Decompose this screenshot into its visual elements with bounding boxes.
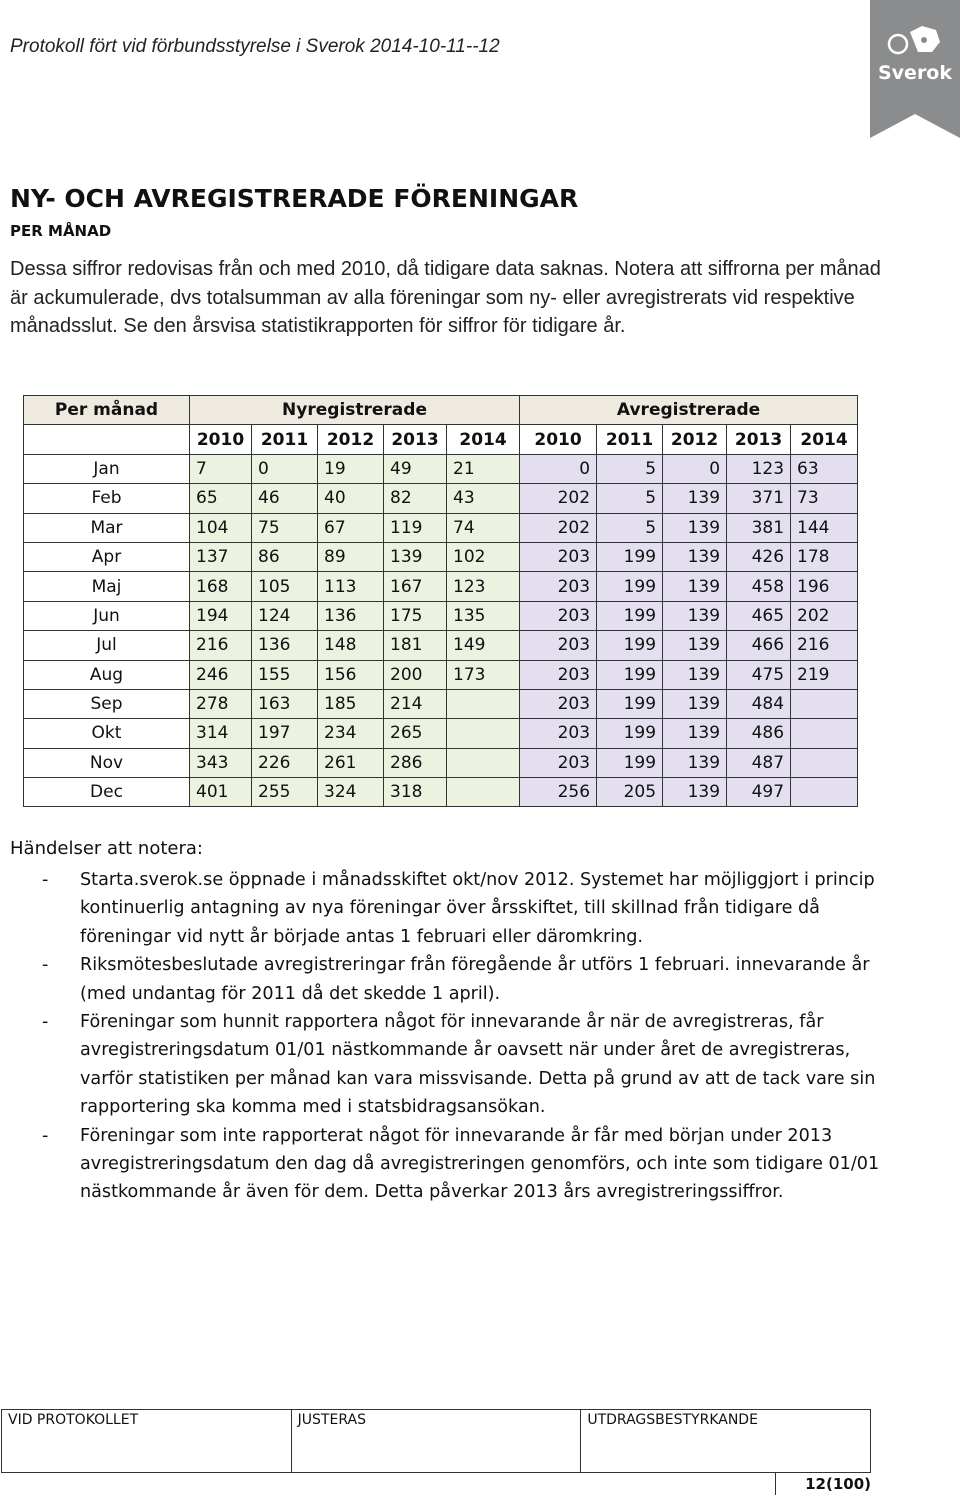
avregistrerade-cell: 73 <box>791 484 858 513</box>
nyregistrerade-cell: 318 <box>384 778 447 807</box>
nyregistrerade-cell: 168 <box>190 572 252 601</box>
header-empty-cell <box>24 425 190 454</box>
nyregistrerade-cell: 49 <box>384 454 447 483</box>
list-item <box>10 1008 880 1122</box>
avregistrerade-cell: 139 <box>663 660 727 689</box>
avregistrerade-cell: 203 <box>520 719 597 748</box>
nyregistrerade-cell: 324 <box>318 778 384 807</box>
table-row <box>24 542 858 571</box>
header-nyregistrerade: Nyregistrerade <box>190 396 520 425</box>
nyregistrerade-cell: 226 <box>252 748 318 777</box>
avregistrerade-cell: 5 <box>597 513 663 542</box>
avregistrerade-cell: 202 <box>520 484 597 513</box>
avregistrerade-cell: 139 <box>663 689 727 718</box>
table-row <box>24 719 858 748</box>
section-title: NY- OCH AVREGISTRERADE FÖRENINGAR <box>10 184 579 213</box>
list-dash: - <box>42 955 49 976</box>
avregistrerade-cell: 178 <box>791 542 858 571</box>
year-header: 2011 <box>252 425 318 454</box>
nyregistrerade-cell <box>447 689 520 718</box>
avregistrerade-cell: 144 <box>791 513 858 542</box>
avregistrerade-cell: 139 <box>663 572 727 601</box>
avregistrerade-cell <box>791 748 858 777</box>
nyregistrerade-cell: 343 <box>190 748 252 777</box>
avregistrerade-cell: 139 <box>663 601 727 630</box>
nyregistrerade-cell: 123 <box>447 572 520 601</box>
nyregistrerade-cell: 21 <box>447 454 520 483</box>
avregistrerade-cell: 0 <box>520 454 597 483</box>
avregistrerade-cell: 199 <box>597 660 663 689</box>
avregistrerade-cell: 216 <box>791 631 858 660</box>
month-label: Nov <box>24 748 190 777</box>
sverok-logo <box>870 0 960 138</box>
year-header: 2013 <box>727 425 791 454</box>
footer-justeras: JUSTERAS <box>292 1410 582 1472</box>
table-row <box>24 748 858 777</box>
nyregistrerade-cell: 136 <box>318 601 384 630</box>
list-item <box>10 866 880 951</box>
nyregistrerade-cell: 185 <box>318 689 384 718</box>
avregistrerade-cell: 199 <box>597 689 663 718</box>
nyregistrerade-cell: 74 <box>447 513 520 542</box>
event-text: Föreningar som hunnit rapportera något för innevarande år när de avregistreras, får avregistreringsdatum 01/01 nästkommande år oavsett när under året de avregistreras, varför statistiken per månad kan vara missvisande. Detta på grund av att de tack vare sin rapportering ska komma med i statsbidragsansökan. <box>80 1012 876 1118</box>
nyregistrerade-cell: 136 <box>252 631 318 660</box>
nyregistrerade-cell: 0 <box>252 454 318 483</box>
avregistrerade-cell: 139 <box>663 484 727 513</box>
nyregistrerade-cell: 401 <box>190 778 252 807</box>
avregistrerade-cell: 203 <box>520 601 597 630</box>
nyregistrerade-cell: 155 <box>252 660 318 689</box>
year-header: 2010 <box>190 425 252 454</box>
avregistrerade-cell: 484 <box>727 689 791 718</box>
nyregistrerade-cell: 175 <box>384 601 447 630</box>
avregistrerade-cell: 5 <box>597 454 663 483</box>
nyregistrerade-cell: 105 <box>252 572 318 601</box>
avregistrerade-cell: 203 <box>520 660 597 689</box>
month-label: Sep <box>24 689 190 718</box>
avregistrerade-cell: 196 <box>791 572 858 601</box>
header-avregistrerade: Avregistrerade <box>520 396 858 425</box>
nyregistrerade-cell: 67 <box>318 513 384 542</box>
avregistrerade-cell: 199 <box>597 542 663 571</box>
table-body <box>24 454 858 807</box>
table-row <box>24 631 858 660</box>
events-list <box>10 866 880 1207</box>
nyregistrerade-cell: 124 <box>252 601 318 630</box>
list-dash: - <box>42 1012 49 1033</box>
avregistrerade-cell: 199 <box>597 631 663 660</box>
avregistrerade-cell: 139 <box>663 513 727 542</box>
avregistrerade-cell: 199 <box>597 601 663 630</box>
nyregistrerade-cell: 46 <box>252 484 318 513</box>
month-label: Dec <box>24 778 190 807</box>
registrations-table <box>23 395 858 807</box>
year-header: 2011 <box>597 425 663 454</box>
avregistrerade-cell: 203 <box>520 542 597 571</box>
avregistrerade-cell: 139 <box>663 542 727 571</box>
avregistrerade-cell: 199 <box>597 572 663 601</box>
table-group-header-row <box>24 396 858 425</box>
nyregistrerade-cell: 40 <box>318 484 384 513</box>
nyregistrerade-cell <box>447 719 520 748</box>
nyregistrerade-cell: 246 <box>190 660 252 689</box>
avregistrerade-cell: 381 <box>727 513 791 542</box>
nyregistrerade-cell: 234 <box>318 719 384 748</box>
avregistrerade-cell: 139 <box>663 719 727 748</box>
month-label: Maj <box>24 572 190 601</box>
nyregistrerade-cell: 286 <box>384 748 447 777</box>
avregistrerade-cell: 139 <box>663 631 727 660</box>
footer-utdragsbestyrkande: UTDRAGSBESTYRKANDE <box>587 1412 758 1428</box>
avregistrerade-cell <box>791 689 858 718</box>
avregistrerade-cell: 487 <box>727 748 791 777</box>
nyregistrerade-cell: 135 <box>447 601 520 630</box>
nyregistrerade-cell: 278 <box>190 689 252 718</box>
nyregistrerade-cell: 149 <box>447 631 520 660</box>
nyregistrerade-cell <box>447 778 520 807</box>
year-header: 2014 <box>791 425 858 454</box>
nyregistrerade-cell: 214 <box>384 689 447 718</box>
table-row <box>24 601 858 630</box>
year-header: 2014 <box>447 425 520 454</box>
list-dash: - <box>42 870 49 890</box>
section-subtitle: PER MÅNAD <box>10 222 112 240</box>
nyregistrerade-cell: 75 <box>252 513 318 542</box>
nyregistrerade-cell: 89 <box>318 542 384 571</box>
avregistrerade-cell <box>791 778 858 807</box>
nyregistrerade-cell: 65 <box>190 484 252 513</box>
table-row <box>24 572 858 601</box>
year-header: 2010 <box>520 425 597 454</box>
avregistrerade-cell: 475 <box>727 660 791 689</box>
nyregistrerade-cell: 261 <box>318 748 384 777</box>
nyregistrerade-cell: 265 <box>384 719 447 748</box>
avregistrerade-cell: 497 <box>727 778 791 807</box>
avregistrerade-cell: 486 <box>727 719 791 748</box>
logo-text: Sverok <box>877 62 952 84</box>
nyregistrerade-cell: 163 <box>252 689 318 718</box>
avregistrerade-cell: 199 <box>597 748 663 777</box>
year-header: 2012 <box>318 425 384 454</box>
nyregistrerade-cell: 181 <box>384 631 447 660</box>
nyregistrerade-cell <box>447 748 520 777</box>
nyregistrerade-cell: 197 <box>252 719 318 748</box>
list-item <box>10 1122 880 1207</box>
nyregistrerade-cell: 82 <box>384 484 447 513</box>
month-label: Aug <box>24 660 190 689</box>
avregistrerade-cell: 202 <box>791 601 858 630</box>
table-row <box>24 660 858 689</box>
table-row <box>24 513 858 542</box>
nyregistrerade-cell: 113 <box>318 572 384 601</box>
intro-paragraph: Dessa siffror redovisas från och med 2010, då tidigare data saknas. Notera att siffrorna per månad är ackumulerade, dvs totalsumman av alla föreningar som ny- eller avregistrerats vid respektive månadsslut. Se den årsvisa statistikrapporten för siffror för tidigare år. <box>10 258 881 337</box>
event-text: Föreningar som inte rapporterat något för innevarande år får med början under 2013 avregistreringsdatum den dag då avregistreringen genomförs, och inte som tidigare 01/01 nästkommande år även för dem. Detta påverkar 2013 års avregistreringssiffror. <box>80 1125 880 1203</box>
list-item <box>10 951 880 1008</box>
signature-footer <box>1 1409 871 1473</box>
nyregistrerade-cell: 173 <box>447 660 520 689</box>
avregistrerade-cell: 465 <box>727 601 791 630</box>
table-row <box>24 778 858 807</box>
events-heading: Händelser att notera: <box>10 838 203 859</box>
avregistrerade-cell: 0 <box>663 454 727 483</box>
nyregistrerade-cell: 43 <box>447 484 520 513</box>
nyregistrerade-cell: 119 <box>384 513 447 542</box>
month-label: Mar <box>24 513 190 542</box>
avregistrerade-cell: 63 <box>791 454 858 483</box>
nyregistrerade-cell: 255 <box>252 778 318 807</box>
document-header-title: Protokoll fört vid förbundsstyrelse i Sverok 2014-10-11--12 <box>10 36 500 57</box>
nyregistrerade-cell: 104 <box>190 513 252 542</box>
event-text: Starta.sverok.se öppnade i månadsskiftet okt/nov 2012. Systemet har möjliggjort i princip kontinuerlig antagning av nya föreningar över årsskiftet, till skillnad från tidigare då föreningar vid nytt år började antas 1 februari eller däromkring. <box>80 870 875 947</box>
nyregistrerade-cell: 102 <box>447 542 520 571</box>
month-label: Okt <box>24 719 190 748</box>
avregistrerade-cell <box>791 719 858 748</box>
list-dash: - <box>42 1125 49 1146</box>
nyregistrerade-cell: 216 <box>190 631 252 660</box>
month-label: Jan <box>24 454 190 483</box>
avregistrerade-cell: 199 <box>597 719 663 748</box>
footer-vid-protokollet: VID PROTOKOLLET <box>2 1410 292 1472</box>
avregistrerade-cell: 458 <box>727 572 791 601</box>
event-text: Riksmötesbeslutade avregistreringar från föregående år utförs 1 februari. innevarande år (med undantag för 2011 då det skedde 1 april). <box>80 955 870 1004</box>
avregistrerade-cell: 123 <box>727 454 791 483</box>
month-label: Jul <box>24 631 190 660</box>
nyregistrerade-cell: 148 <box>318 631 384 660</box>
avregistrerade-cell: 203 <box>520 572 597 601</box>
nyregistrerade-cell: 194 <box>190 601 252 630</box>
avregistrerade-cell: 205 <box>597 778 663 807</box>
table-row <box>24 454 858 483</box>
page-number: 12(100) <box>775 1473 871 1495</box>
avregistrerade-cell: 139 <box>663 748 727 777</box>
avregistrerade-cell: 426 <box>727 542 791 571</box>
nyregistrerade-cell: 156 <box>318 660 384 689</box>
avregistrerade-cell: 466 <box>727 631 791 660</box>
month-label: Feb <box>24 484 190 513</box>
avregistrerade-cell: 371 <box>727 484 791 513</box>
table-year-header-row <box>24 425 858 454</box>
header-per-month: Per månad <box>24 396 190 425</box>
nyregistrerade-cell: 200 <box>384 660 447 689</box>
nyregistrerade-cell: 137 <box>190 542 252 571</box>
month-label: Apr <box>24 542 190 571</box>
avregistrerade-cell: 203 <box>520 631 597 660</box>
nyregistrerade-cell: 19 <box>318 454 384 483</box>
nyregistrerade-cell: 7 <box>190 454 252 483</box>
nyregistrerade-cell: 139 <box>384 542 447 571</box>
avregistrerade-cell: 139 <box>663 778 727 807</box>
year-header: 2012 <box>663 425 727 454</box>
avregistrerade-cell: 202 <box>520 513 597 542</box>
avregistrerade-cell: 203 <box>520 689 597 718</box>
nyregistrerade-cell: 314 <box>190 719 252 748</box>
avregistrerade-cell: 256 <box>520 778 597 807</box>
table-row <box>24 689 858 718</box>
nyregistrerade-cell: 86 <box>252 542 318 571</box>
avregistrerade-cell: 5 <box>597 484 663 513</box>
nyregistrerade-cell: 167 <box>384 572 447 601</box>
year-header: 2013 <box>384 425 447 454</box>
table-row <box>24 484 858 513</box>
month-label: Jun <box>24 601 190 630</box>
avregistrerade-cell: 203 <box>520 748 597 777</box>
avregistrerade-cell: 219 <box>791 660 858 689</box>
